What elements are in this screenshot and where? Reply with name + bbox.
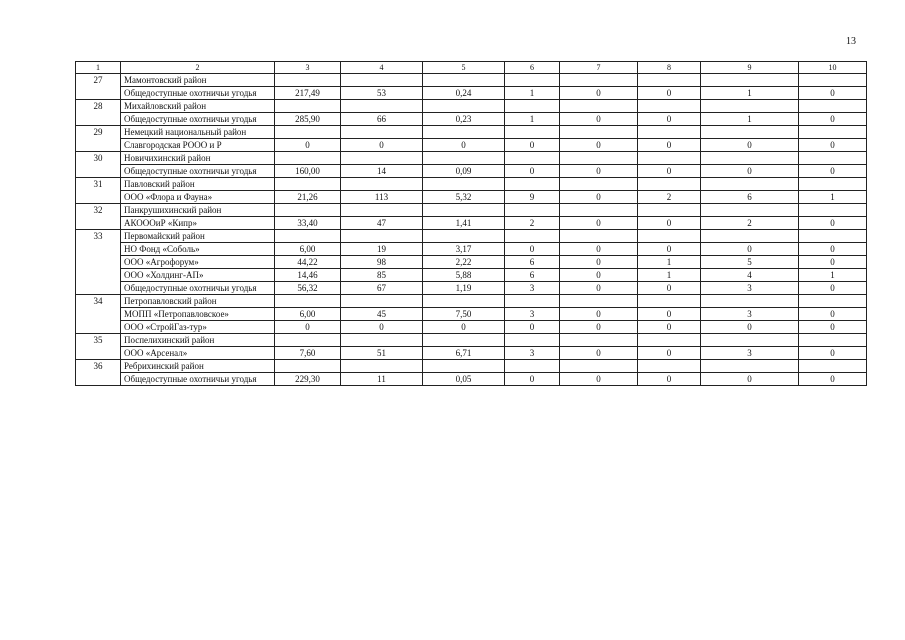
empty-cell (505, 360, 560, 373)
value-cell: 21,26 (275, 191, 341, 204)
empty-cell (560, 230, 638, 243)
value-cell: 0 (560, 269, 638, 282)
value-cell: 0 (560, 373, 638, 386)
value-cell: 0 (423, 139, 505, 152)
ground-name: Общедоступные охотничьи угодья (121, 165, 275, 178)
value-cell: 0 (638, 347, 701, 360)
table-row (76, 308, 867, 321)
empty-cell (423, 100, 505, 113)
value-cell: 0 (638, 243, 701, 256)
value-cell: 0 (638, 139, 701, 152)
value-cell: 7,50 (423, 308, 505, 321)
empty-cell (423, 295, 505, 308)
empty-cell (560, 178, 638, 191)
ground-name: АКОООиР «Кипр» (121, 217, 275, 230)
value-cell: 5,88 (423, 269, 505, 282)
ground-name: ООО «Флора и Фауна» (121, 191, 275, 204)
value-cell: 0 (638, 282, 701, 295)
column-number: 2 (121, 62, 275, 74)
ground-name: ООО «СтройГаз-тур» (121, 321, 275, 334)
row-number: 33 (76, 230, 121, 295)
value-cell: 3 (505, 282, 560, 295)
table-row (76, 113, 867, 126)
district-name: Ребрихинский район (121, 360, 275, 373)
value-cell: 66 (341, 113, 423, 126)
value-cell: 5 (701, 256, 799, 269)
value-cell: 0 (799, 165, 867, 178)
empty-cell (560, 74, 638, 87)
empty-cell (701, 152, 799, 165)
district-row (76, 152, 867, 165)
empty-cell (560, 126, 638, 139)
value-cell: 0 (341, 139, 423, 152)
empty-cell (275, 178, 341, 191)
empty-cell (505, 74, 560, 87)
table-row (76, 321, 867, 334)
ground-name: МОПП «Петропавловское» (121, 308, 275, 321)
value-cell: 0 (638, 217, 701, 230)
value-cell: 0 (423, 321, 505, 334)
value-cell: 14 (341, 165, 423, 178)
empty-cell (799, 230, 867, 243)
ground-name: Славгородская РООО и Р (121, 139, 275, 152)
district-row (76, 100, 867, 113)
empty-cell (638, 100, 701, 113)
column-number: 4 (341, 62, 423, 74)
value-cell: 0 (505, 243, 560, 256)
empty-cell (341, 295, 423, 308)
district-row (76, 295, 867, 308)
empty-cell (701, 360, 799, 373)
table-row (76, 191, 867, 204)
value-cell: 19 (341, 243, 423, 256)
empty-cell (505, 126, 560, 139)
value-cell: 0 (560, 321, 638, 334)
value-cell: 67 (341, 282, 423, 295)
value-cell: 0 (505, 373, 560, 386)
value-cell: 7,60 (275, 347, 341, 360)
empty-cell (275, 230, 341, 243)
empty-cell (341, 152, 423, 165)
value-cell: 3 (505, 308, 560, 321)
column-number: 3 (275, 62, 341, 74)
value-cell: 0 (799, 347, 867, 360)
value-cell: 0,23 (423, 113, 505, 126)
empty-cell (638, 230, 701, 243)
empty-cell (341, 334, 423, 347)
table-row (76, 373, 867, 386)
district-name: Михайловский район (121, 100, 275, 113)
empty-cell (505, 100, 560, 113)
value-cell: 0,24 (423, 87, 505, 100)
ground-name: НО Фонд «Соболь» (121, 243, 275, 256)
empty-cell (701, 334, 799, 347)
empty-cell (341, 230, 423, 243)
value-cell: 2,22 (423, 256, 505, 269)
value-cell: 11 (341, 373, 423, 386)
empty-cell (275, 334, 341, 347)
empty-cell (560, 152, 638, 165)
table-body (76, 62, 867, 386)
row-number: 28 (76, 100, 121, 126)
value-cell: 0 (701, 165, 799, 178)
column-number: 8 (638, 62, 701, 74)
value-cell: 1 (505, 87, 560, 100)
empty-cell (423, 334, 505, 347)
district-row (76, 178, 867, 191)
value-cell: 1 (638, 269, 701, 282)
ground-name: ООО «Арсенал» (121, 347, 275, 360)
empty-cell (341, 74, 423, 87)
value-cell: 1,19 (423, 282, 505, 295)
table-row (76, 217, 867, 230)
district-name: Немецкий национальный район (121, 126, 275, 139)
value-cell: 98 (341, 256, 423, 269)
empty-cell (423, 178, 505, 191)
table-row (76, 282, 867, 295)
empty-cell (423, 152, 505, 165)
value-cell: 6,00 (275, 308, 341, 321)
value-cell: 0 (505, 165, 560, 178)
value-cell: 0 (560, 113, 638, 126)
value-cell: 0 (560, 282, 638, 295)
value-cell: 3 (701, 347, 799, 360)
value-cell: 0 (638, 87, 701, 100)
value-cell: 217,49 (275, 87, 341, 100)
row-number: 34 (76, 295, 121, 334)
value-cell: 0 (799, 217, 867, 230)
table-row (76, 256, 867, 269)
value-cell: 0 (560, 308, 638, 321)
value-cell: 0 (505, 321, 560, 334)
district-name: Панкрушихинский район (121, 204, 275, 217)
empty-cell (638, 295, 701, 308)
district-name: Павловский район (121, 178, 275, 191)
value-cell: 0 (799, 321, 867, 334)
value-cell: 9 (505, 191, 560, 204)
empty-cell (560, 295, 638, 308)
empty-cell (560, 360, 638, 373)
value-cell: 1 (505, 113, 560, 126)
empty-cell (701, 295, 799, 308)
column-number: 1 (76, 62, 121, 74)
value-cell: 1 (799, 269, 867, 282)
value-cell: 3 (505, 347, 560, 360)
value-cell: 4 (701, 269, 799, 282)
district-name: Первомайский район (121, 230, 275, 243)
column-number: 7 (560, 62, 638, 74)
value-cell: 0 (638, 113, 701, 126)
table-row (76, 165, 867, 178)
district-row (76, 360, 867, 373)
district-row (76, 334, 867, 347)
ground-name: ООО «Агрофорум» (121, 256, 275, 269)
value-cell: 0 (638, 321, 701, 334)
empty-cell (799, 178, 867, 191)
ground-name: Общедоступные охотничьи угодья (121, 87, 275, 100)
hunting-grounds-table (75, 61, 867, 386)
ground-name: Общедоступные охотничьи угодья (121, 113, 275, 126)
row-number: 36 (76, 360, 121, 386)
value-cell: 2 (701, 217, 799, 230)
value-cell: 53 (341, 87, 423, 100)
value-cell: 3 (701, 308, 799, 321)
column-number: 10 (799, 62, 867, 74)
value-cell: 0 (560, 347, 638, 360)
empty-cell (341, 100, 423, 113)
district-row (76, 74, 867, 87)
empty-cell (505, 152, 560, 165)
value-cell: 51 (341, 347, 423, 360)
empty-cell (701, 230, 799, 243)
empty-cell (275, 360, 341, 373)
empty-cell (505, 230, 560, 243)
empty-cell (799, 152, 867, 165)
empty-cell (799, 74, 867, 87)
value-cell: 0 (560, 87, 638, 100)
value-cell: 113 (341, 191, 423, 204)
value-cell: 33,40 (275, 217, 341, 230)
value-cell: 0 (701, 243, 799, 256)
empty-cell (423, 74, 505, 87)
column-number: 5 (423, 62, 505, 74)
empty-cell (275, 295, 341, 308)
value-cell: 0 (701, 373, 799, 386)
value-cell: 0 (560, 243, 638, 256)
empty-cell (505, 204, 560, 217)
empty-cell (638, 178, 701, 191)
empty-cell (638, 152, 701, 165)
empty-cell (560, 204, 638, 217)
empty-cell (701, 126, 799, 139)
value-cell: 3,17 (423, 243, 505, 256)
row-number: 29 (76, 126, 121, 152)
empty-cell (505, 295, 560, 308)
value-cell: 0,09 (423, 165, 505, 178)
value-cell: 0 (799, 139, 867, 152)
empty-cell (638, 360, 701, 373)
value-cell: 0 (275, 139, 341, 152)
empty-cell (423, 126, 505, 139)
value-cell: 0 (560, 139, 638, 152)
value-cell: 0 (701, 139, 799, 152)
row-number: 27 (76, 74, 121, 100)
empty-cell (275, 152, 341, 165)
value-cell: 0 (701, 321, 799, 334)
empty-cell (505, 334, 560, 347)
value-cell: 0 (799, 113, 867, 126)
empty-cell (275, 74, 341, 87)
empty-cell (701, 204, 799, 217)
table-row (76, 243, 867, 256)
empty-cell (560, 334, 638, 347)
value-cell: 56,32 (275, 282, 341, 295)
value-cell: 2 (638, 191, 701, 204)
empty-cell (701, 100, 799, 113)
empty-cell (799, 295, 867, 308)
table-row (76, 139, 867, 152)
value-cell: 285,90 (275, 113, 341, 126)
value-cell: 0,05 (423, 373, 505, 386)
value-cell: 0 (341, 321, 423, 334)
value-cell: 6 (701, 191, 799, 204)
value-cell: 45 (341, 308, 423, 321)
value-cell: 0 (638, 165, 701, 178)
empty-cell (799, 334, 867, 347)
value-cell: 229,30 (275, 373, 341, 386)
value-cell: 1,41 (423, 217, 505, 230)
value-cell: 0 (799, 243, 867, 256)
value-cell: 1 (799, 191, 867, 204)
empty-cell (701, 178, 799, 191)
empty-cell (341, 204, 423, 217)
value-cell: 0 (560, 165, 638, 178)
value-cell: 0 (799, 282, 867, 295)
table-row (76, 347, 867, 360)
value-cell: 6,00 (275, 243, 341, 256)
empty-cell (423, 204, 505, 217)
value-cell: 44,22 (275, 256, 341, 269)
table-row (76, 269, 867, 282)
ground-name: Общедоступные охотничьи угодья (121, 282, 275, 295)
district-name: Поспелихинский район (121, 334, 275, 347)
row-number: 35 (76, 334, 121, 360)
empty-cell (341, 178, 423, 191)
value-cell: 0 (560, 191, 638, 204)
value-cell: 6 (505, 269, 560, 282)
ground-name: Общедоступные охотничьи угодья (121, 373, 275, 386)
empty-cell (275, 204, 341, 217)
empty-cell (341, 360, 423, 373)
table-row (76, 87, 867, 100)
ground-name: ООО «Холдинг-АП» (121, 269, 275, 282)
value-cell: 2 (505, 217, 560, 230)
value-cell: 0 (799, 373, 867, 386)
value-cell: 3 (701, 282, 799, 295)
column-number: 6 (505, 62, 560, 74)
value-cell: 0 (560, 256, 638, 269)
district-row (76, 204, 867, 217)
empty-cell (505, 178, 560, 191)
empty-cell (638, 126, 701, 139)
row-number: 30 (76, 152, 121, 178)
value-cell: 0 (799, 87, 867, 100)
value-cell: 0 (799, 256, 867, 269)
value-cell: 47 (341, 217, 423, 230)
empty-cell (638, 74, 701, 87)
empty-cell (275, 100, 341, 113)
district-name: Петропавловский район (121, 295, 275, 308)
value-cell: 85 (341, 269, 423, 282)
column-number: 9 (701, 62, 799, 74)
value-cell: 1 (638, 256, 701, 269)
value-cell: 5,32 (423, 191, 505, 204)
district-row (76, 126, 867, 139)
value-cell: 6 (505, 256, 560, 269)
value-cell: 160,00 (275, 165, 341, 178)
empty-cell (275, 126, 341, 139)
value-cell: 1 (701, 87, 799, 100)
empty-cell (799, 100, 867, 113)
value-cell: 14,46 (275, 269, 341, 282)
district-name: Новичихинский район (121, 152, 275, 165)
empty-cell (638, 334, 701, 347)
empty-cell (701, 74, 799, 87)
column-number-row (76, 62, 867, 74)
value-cell: 6,71 (423, 347, 505, 360)
district-row (76, 230, 867, 243)
empty-cell (638, 204, 701, 217)
empty-cell (423, 360, 505, 373)
value-cell: 0 (638, 373, 701, 386)
value-cell: 1 (701, 113, 799, 126)
value-cell: 0 (560, 217, 638, 230)
value-cell: 0 (275, 321, 341, 334)
empty-cell (799, 360, 867, 373)
value-cell: 0 (799, 308, 867, 321)
empty-cell (341, 126, 423, 139)
value-cell: 0 (505, 139, 560, 152)
empty-cell (799, 204, 867, 217)
row-number: 32 (76, 204, 121, 230)
value-cell: 0 (638, 308, 701, 321)
empty-cell (799, 126, 867, 139)
empty-cell (560, 100, 638, 113)
row-number: 31 (76, 178, 121, 204)
district-name: Мамонтовский район (121, 74, 275, 87)
page-number: 13 (846, 36, 856, 47)
empty-cell (423, 230, 505, 243)
